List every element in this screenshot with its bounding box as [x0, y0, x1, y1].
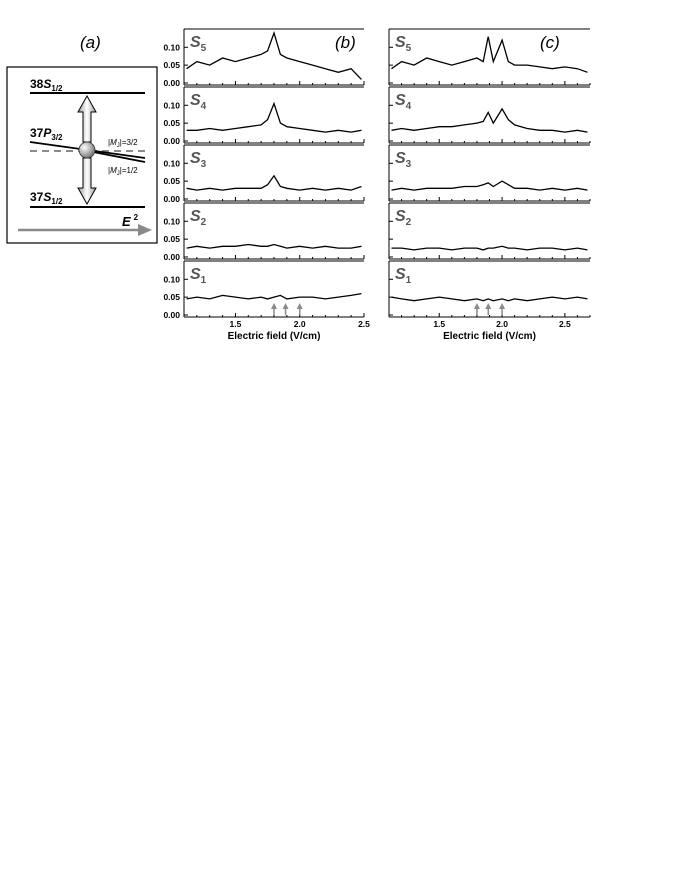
field-arrow-head	[138, 224, 152, 236]
transition-arrow-down	[78, 158, 96, 204]
x-axis-label: Electric field (V/cm)	[227, 331, 321, 342]
x-tick-label: 2.5	[558, 319, 571, 329]
y-tick-label: 0.05	[163, 234, 180, 245]
y-tick-label: 0.10	[163, 158, 180, 169]
level-diagram	[7, 67, 157, 243]
marker-arrow-head	[271, 303, 277, 309]
x-tick-label: 1.5	[433, 319, 446, 329]
series-line-S4	[187, 104, 362, 133]
series-label-S2: $S_2$	[395, 208, 412, 228]
series-label-S5: $S_5$	[190, 34, 207, 54]
y-tick-label: 0.05	[163, 118, 180, 129]
series-line-S1	[392, 297, 588, 301]
series-line-S3	[392, 181, 588, 190]
panel-label-b: (b)	[335, 33, 356, 52]
charts-area	[163, 29, 590, 342]
chart-panel-b	[163, 29, 370, 342]
figure	[0, 0, 680, 360]
series-label-S3: $S_3$	[190, 150, 207, 170]
y-tick-label: 0.00	[163, 78, 180, 88]
series-line-S1	[187, 294, 362, 299]
series-label-S4: $S_4$	[190, 92, 207, 112]
series-label-S2: $S_2$	[190, 208, 207, 228]
y-tick-label: 0.10	[163, 42, 180, 53]
marker-arrow-head	[283, 303, 289, 309]
level-38s-label: $38S_{1/2}$	[30, 77, 63, 93]
chart-panel-c	[389, 29, 590, 342]
marker-arrow-head	[485, 303, 491, 309]
series-label-S3: $S_3$	[395, 150, 412, 170]
marker-arrow-head	[297, 303, 303, 309]
y-tick-label: 0.10	[163, 274, 180, 285]
y-tick-label: 0.00	[163, 136, 180, 146]
x-tick-label: 2.5	[358, 319, 370, 329]
y-tick-label: 0.10	[163, 216, 180, 227]
x-tick-label: 2.0	[293, 319, 306, 329]
transition-arrow-up	[78, 96, 96, 142]
series-label-S4: $S_4$	[395, 92, 412, 112]
y-tick-label: 0.00	[163, 252, 180, 262]
series-label-S1: $S_1$	[395, 266, 412, 286]
y-tick-label: 0.05	[163, 60, 180, 71]
level-37s-label: $37S_{1/2}$	[30, 190, 63, 206]
marker-arrow-head	[499, 303, 505, 309]
series-line-S4	[392, 109, 588, 132]
mj-lower-label: $|M_J|=1/2$	[108, 166, 138, 177]
x-axis-label: Electric field (V/cm)	[443, 331, 536, 342]
x-tick-label: 2.0	[496, 319, 508, 329]
series-line-S2	[187, 245, 362, 249]
y-tick-label: 0.00	[163, 310, 180, 320]
series-line-S2	[392, 246, 588, 250]
panel-label-c: (c)	[540, 33, 560, 52]
y-tick-label: 0.00	[163, 194, 180, 204]
atom-sphere	[79, 142, 95, 158]
y-tick-label: 0.05	[163, 292, 180, 303]
x-tick-label: 1.5	[229, 319, 242, 329]
y-tick-label: 0.05	[163, 176, 180, 187]
marker-arrow-head	[474, 303, 480, 309]
series-label-S5: $S_5$	[395, 34, 412, 54]
series-label-S1: $S_1$	[190, 266, 207, 286]
series-line-S3	[187, 176, 362, 190]
level-37p-label: $37P_{3/2}$	[30, 126, 63, 142]
mj-upper-label: $|M_J|=3/2$	[108, 138, 138, 149]
y-tick-label: 0.10	[163, 100, 180, 111]
panel-label-a: (a)	[80, 33, 101, 52]
field-label: E $^2$	[122, 213, 139, 229]
